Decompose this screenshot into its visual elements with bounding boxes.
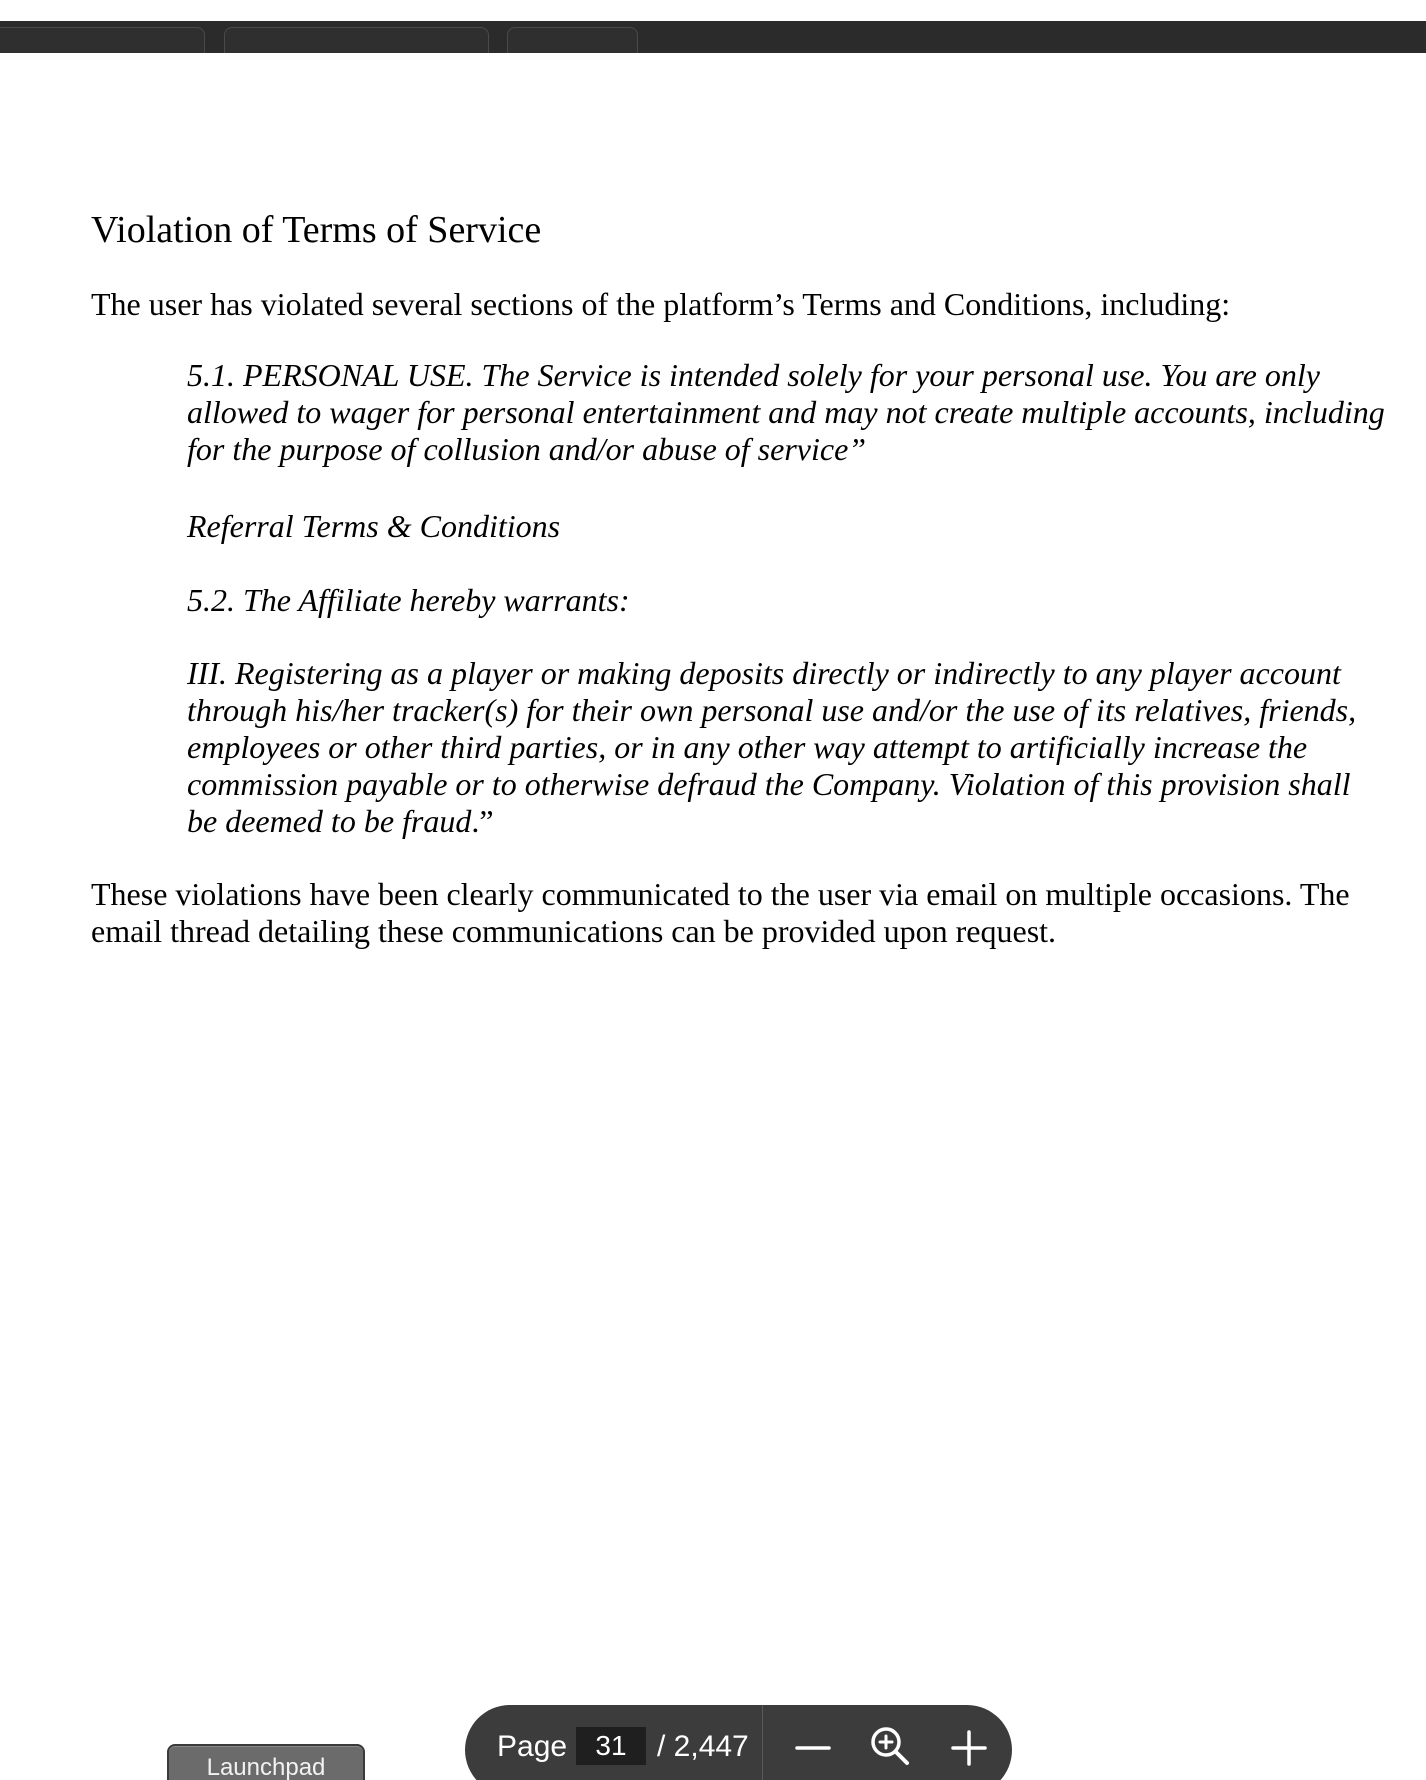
page-label: Page (497, 1730, 568, 1763)
browser-tab[interactable] (507, 27, 638, 53)
page-number-input[interactable] (576, 1727, 646, 1765)
closing-paragraph: These violations have been clearly communicated to the user via email on multiple occasions. The email thread detailing these communications can be provided upon request. (91, 876, 1350, 949)
page-total: / 2,447 (657, 1730, 749, 1763)
quote-personal-use: 5.1. PERSONAL USE. The Service is intended solely for your personal use. You are only allowed to wager for personal entertainment and may not create multiple accounts, including for the purpose of collusion and/or abuse of service” (187, 357, 1385, 467)
pdf-toolbar (465, 1705, 1012, 1780)
browser-tab[interactable] (224, 27, 489, 53)
quote-registering (187, 655, 1387, 840)
referral-terms-heading: Referral Terms & Conditions (187, 508, 561, 544)
toolbar-divider (762, 1705, 763, 1780)
launchpad-button[interactable]: Launchpad (167, 1744, 365, 1780)
browser-tab[interactable] (0, 27, 205, 53)
pdf-page (0, 53, 1426, 1780)
quote-registering-close: .” (471, 803, 494, 839)
minus-icon[interactable] (791, 1726, 835, 1770)
browser-tab-strip (0, 21, 1426, 53)
zoom-icon[interactable] (867, 1723, 913, 1769)
quote-registering-text: III. Registering as a player or making deposits directly or indirectly to any player account through his/her tracker(s) for their own personal use and/or the use of its relatives, friends, employees or other third parties, or in any other way attempt to artificially increase the commission payable or to otherwise defraud the Company. Violation of this provision shall be deemed to be fraud (187, 655, 1357, 839)
intro-paragraph: The user has violated several sections of the platform’s Terms and Conditions, including: (91, 286, 1231, 322)
affiliate-warrants-line: 5.2. The Affiliate hereby warrants: (187, 582, 630, 618)
plus-icon[interactable] (947, 1726, 991, 1770)
page-heading: Violation of Terms of Service (91, 209, 542, 251)
